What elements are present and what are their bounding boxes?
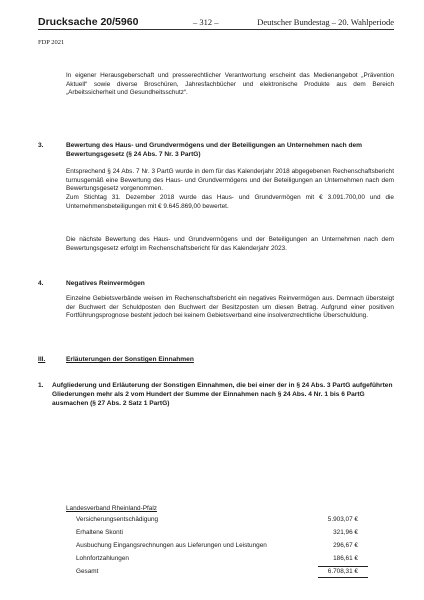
income-table xyxy=(66,505,366,579)
party-label: FDP 2021 xyxy=(38,39,65,46)
row-label: Ausbuchung Eingangsrechnungen aus Lieferungen und Leistungen xyxy=(76,542,267,549)
total-value: 6.708,31 € xyxy=(327,568,358,575)
total-label: Gesamt xyxy=(76,568,99,575)
table-row xyxy=(66,514,366,527)
row-value: 321,96 € xyxy=(333,529,358,536)
subsection-1-number: 1. xyxy=(38,382,44,389)
row-value: 5.903,07 € xyxy=(327,516,358,523)
subsection-1-heading: Aufgliederung und Erläuterung der Sonstigen Einnahmen, die bei einer der in § 24 Abs. 3 PartG aufgeführten Gliederungen mehr als 2 vom Hundert der Summe der Einnahmen nach § 24 Abs. 4 Nr. 1 bis 6 PartG ausmachen (§ 27 Abs. 2 Satz 1 PartG) xyxy=(52,382,393,407)
section-4-number: 4. xyxy=(38,280,44,287)
page-number: – 312 – xyxy=(193,17,219,27)
section-3-heading: Bewertung des Haus- und Grundvermögens und der Beteiligungen an Unternehmen nach dem Bewertungsgesetz (§ 24 Abs. 7 Nr. 3 PartG) xyxy=(66,142,363,158)
table-row xyxy=(66,553,366,566)
section-3-paragraph-3: Die nächste Bewertung des Haus- und Grundvermögens und der Beteiligungen an Unternehmen nach dem Bewertungsgesetz erfolgt im Rechenschaftsbericht für das Kalenderjahr 2023. xyxy=(66,236,394,252)
sum-double-underline xyxy=(318,577,368,578)
section-iii-heading: Erläuterungen der Sonstigen Einnahmen xyxy=(66,356,194,363)
table-row xyxy=(66,527,366,540)
section-3-paragraph-1: Entsprechend § 24 Abs. 7 Nr. 3 PartG wurde in dem für das Kalenderjahr 2018 abgegebenen Rechenschaftsbericht turnusgemäß eine Bewertung des Haus- und Grundvermögens und der Beteiligungen an Unternehmen nach dem Bewertungsgesetz vorgenommen. xyxy=(66,168,394,193)
publisher-label: Deutscher Bundestag – 20. Wahlperiode xyxy=(257,17,394,27)
row-label: Erhaltene Skonti xyxy=(76,529,123,536)
row-value: 186,61 € xyxy=(333,555,358,562)
table-row xyxy=(66,540,366,553)
section-4-heading: Negatives Reinvermögen xyxy=(66,280,145,287)
table-title: Landesverband Rheinland-Pfalz xyxy=(66,505,157,512)
row-value: 296,67 € xyxy=(333,542,358,549)
intro-paragraph: In eigener Herausgeberschaft und presserechtlicher Verantwortung erscheint das Medienangebot „Prävention Aktuell“ sowie diverse Broschüren, Jahresfachbücher und elektronische Produkte aus dem Bereich „Arbeitssicherheit und Gesundheitsschutz“. xyxy=(66,72,394,97)
document-number: Drucksache 20/5960 xyxy=(38,16,139,28)
row-label: Lohnfortzahlungen xyxy=(76,555,129,562)
section-4-paragraph: Einzelne Gebietsverbände weisen im Rechenschaftsbericht ein negatives Reinvermögen aus. Demnach übersteigt der Buchwert der Schuldposten den Buchwert der Besitzposten um diesen Betrag. Aufgrund einer positiven Fortführungsprognose besteht jedoch bei keinem Gebietsverband eine insolvenzrechtliche Überschuldung. xyxy=(66,295,394,320)
section-iii-number: III. xyxy=(38,356,46,363)
section-3-paragraph-2: Zum Stichtag 31. Dezember 2018 wurde das Haus- und Grundvermögen mit € 3.091.700,00 und die Unternehmensbeteiligungen mit € 9.645.869,00 bewertet. xyxy=(66,194,394,210)
sum-divider xyxy=(318,566,368,567)
section-3-number: 3. xyxy=(38,142,44,149)
row-label: Versicherungsentschädigung xyxy=(76,516,159,523)
table-total-row xyxy=(66,566,366,579)
page-header xyxy=(38,16,394,30)
